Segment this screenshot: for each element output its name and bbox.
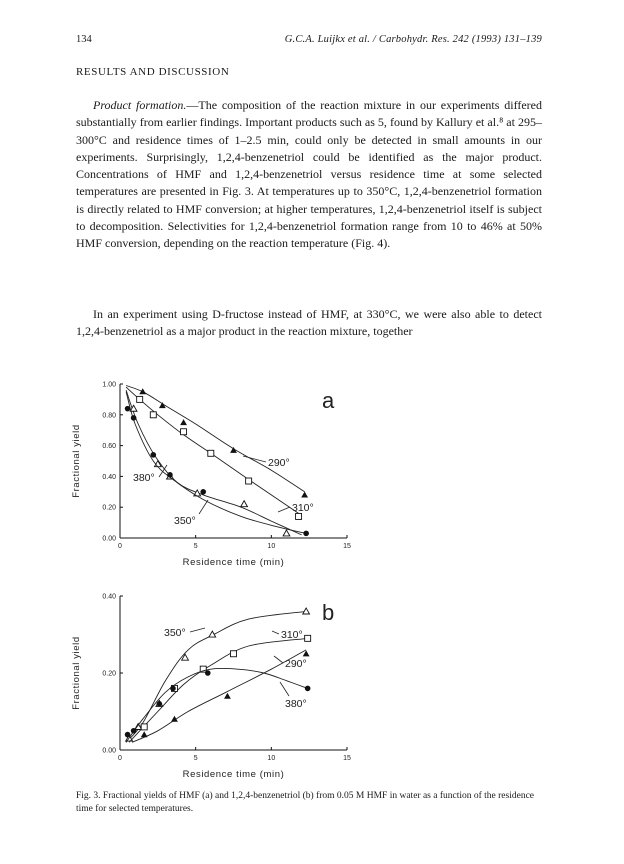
data-point xyxy=(283,530,290,536)
x-tick-label: 15 xyxy=(343,755,351,762)
series-label: 350° xyxy=(174,515,196,527)
y-tick-label: 0.00 xyxy=(102,747,116,755)
series-310-group xyxy=(129,629,311,742)
data-point xyxy=(303,531,309,537)
data-point xyxy=(157,701,163,707)
y-tick-label: 1.00 xyxy=(102,381,116,389)
series-label: 290° xyxy=(268,457,290,469)
x-axis-label: Residence time (min) xyxy=(182,769,285,780)
label-leader-line xyxy=(278,507,290,512)
series-label: 310° xyxy=(292,502,314,514)
data-point xyxy=(141,731,148,737)
series-label: 310° xyxy=(281,629,303,641)
series-line xyxy=(126,668,308,742)
data-point xyxy=(150,412,156,418)
y-axis-label: Fractional yield xyxy=(71,636,82,710)
data-point xyxy=(167,472,173,478)
data-point xyxy=(224,693,231,699)
data-point xyxy=(131,728,137,734)
label-leader-line xyxy=(199,500,208,514)
paragraph-fructose: In an experiment using D-fructose instead of HMF, at 330°C, we were also able to detect 1,2,4-benzenetriol as a major product in the reaction mixture, together xyxy=(76,307,542,339)
data-point xyxy=(301,491,308,497)
label-leader-line xyxy=(280,682,289,696)
panel-label: b xyxy=(322,600,335,625)
series-290-group xyxy=(132,650,309,742)
data-point xyxy=(231,651,237,657)
y-tick-label: 0.20 xyxy=(102,504,116,512)
section-heading: RESULTS AND DISCUSSION xyxy=(76,66,230,78)
x-tick-label: 10 xyxy=(267,755,276,762)
data-point xyxy=(181,429,187,435)
x-tick-label: 10 xyxy=(267,543,276,550)
data-point xyxy=(296,513,302,519)
page-number: 134 xyxy=(76,34,92,45)
paragraph-product-formation xyxy=(76,97,542,253)
figure-caption: Fig. 3. Fractional yields of HMF (a) and 1,2,4-benzenetriol (b) from 0.05 M HMF in water as a function of the residence time for selected temperatures. xyxy=(76,791,534,814)
data-point xyxy=(170,686,176,692)
label-leader-line xyxy=(190,628,205,632)
x-tick-label: 5 xyxy=(193,755,198,762)
series-line xyxy=(126,611,306,742)
label-leader-line xyxy=(274,656,283,663)
x-tick-label: 0 xyxy=(118,755,122,762)
figure-3b-chart xyxy=(60,586,360,786)
data-point xyxy=(125,406,131,412)
series-label: 380° xyxy=(285,698,307,710)
y-axis-label: Fractional yield xyxy=(71,424,82,498)
label-leader-line xyxy=(272,631,279,634)
data-point xyxy=(303,608,310,614)
y-tick-label: 0.40 xyxy=(102,593,116,601)
data-point xyxy=(139,388,146,394)
paragraph-text: —The composition of the reaction mixture in our experiments differed substantially from earlier findings. Important products such as 5, found by Kallury et al.⁸ at 295–300°C and residence times of 1–2.5 min, could only be detected in small amounts in our experiments. Surprisingly, 1,2,4-benzenetriol could be identified as the major product. Concentrations of HMF and 1,2,4-benzenetriol versus residence time at some selected temperatures are presented in Fig. 3. At temperatures up to 350°C, 1,2,4-benzenetriol formation is directly related to HMF conversion; at higher temperatures, 1,2,4-benzenetriol itself is subject to decomposition. Selectivities for 1,2,4-benzenetriol formation range from 10 to 46% at 50% HMF conversion, depending on the reaction temperature (Fig. 4). xyxy=(76,98,542,251)
run-in-heading: Product formation. xyxy=(93,98,187,112)
series-label: 380° xyxy=(133,472,155,484)
data-point xyxy=(305,635,311,641)
data-point xyxy=(208,450,214,456)
y-tick-label: 0.80 xyxy=(102,412,116,420)
data-point xyxy=(246,478,252,484)
series-label: 350° xyxy=(164,627,186,639)
data-point xyxy=(305,686,311,692)
data-point xyxy=(125,732,131,738)
series-label: 290° xyxy=(285,658,307,670)
y-tick-label: 0.40 xyxy=(102,473,116,481)
data-point xyxy=(180,419,187,425)
y-tick-label: 0.60 xyxy=(102,443,116,451)
figure-3a-chart xyxy=(60,372,360,587)
series-line xyxy=(129,638,308,742)
data-point xyxy=(141,724,147,730)
data-point xyxy=(200,489,206,495)
x-tick-label: 0 xyxy=(118,543,122,550)
series-line xyxy=(132,650,306,742)
data-point xyxy=(241,501,248,507)
x-tick-label: 5 xyxy=(193,543,198,550)
x-tick-label: 15 xyxy=(343,543,351,550)
x-axis-label: Residence time (min) xyxy=(182,557,285,568)
data-point xyxy=(205,670,211,676)
y-tick-label: 0.20 xyxy=(102,670,116,678)
y-tick-label: 0.00 xyxy=(102,535,116,543)
panel-label: a xyxy=(322,388,335,413)
data-point xyxy=(131,415,137,421)
data-point xyxy=(150,452,156,458)
running-header-citation: G.C.A. Luijkx et al. / Carbohydr. Res. 242 (1993) 131–139 xyxy=(284,34,542,45)
data-point xyxy=(137,396,143,402)
